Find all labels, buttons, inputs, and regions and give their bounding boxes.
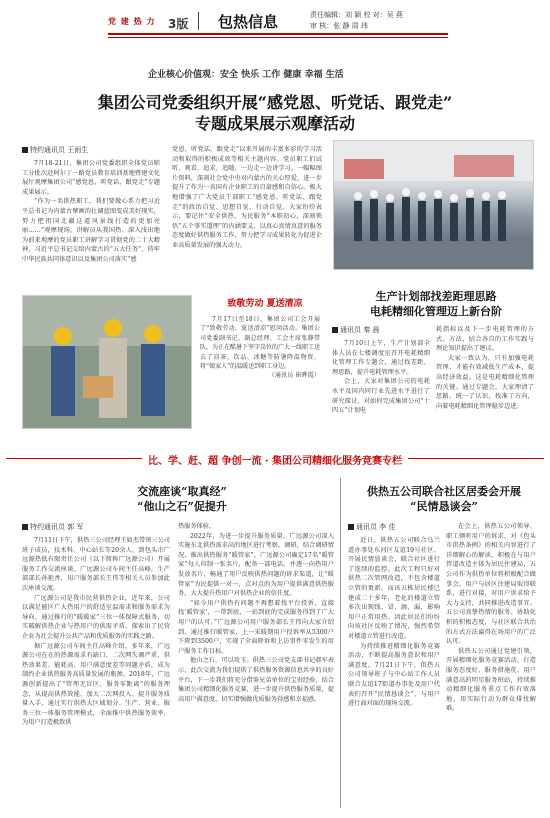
forum-para-2: 为持续推进精细化服务竞赛活动，不断提高服务意识和用户满意度。7月21日下午，供热五公司领导班子与中心站工作人员联合友谊17街道办事处及用户代表们召开“民情恳谈会”，与用户进行面对面的现场交流。 — [348, 642, 440, 708]
competition-banner — [70, 452, 480, 466]
main-para-1: 7月18-21日，集团公司党委组织全体党员职工分批次赴阿尔丁一路党员教育培训基地暨建文化展厅观摩集团公司“感党恩、听党话、跟党走”专题成果展示。 — [22, 160, 160, 196]
workers-photo — [22, 295, 192, 429]
square-bullet-icon — [22, 524, 28, 530]
production-byline: 通讯员 秦 晨 — [332, 325, 430, 335]
square-bullet-icon — [332, 327, 338, 333]
exchange-headline-line-1: 交流座谈“取真经” — [137, 485, 227, 498]
editor-line-1: 责任编辑：刘 颖 校 对：吴 燕 — [310, 11, 403, 19]
column-divider — [340, 478, 341, 808]
caption-author: （通讯员 崔晔霞） — [268, 372, 320, 380]
forum-para-4: 供热五公司通过党建引领，开展精细化服务竞赛活动，打造服务态度好、服务措施优、用户满意高的明星服务班站，持续推动精细化服务重点工作有效落地，用实际行动为群众排忧解难。 — [446, 647, 536, 713]
exchange-para-1: 7月11日下午，供热三公司经理王如杰带领三公司班子成员，技术科、中心站长等20余人，到包头市广远源热低有限责任公司（以下简称广远源公司）开展服务工作交流座谈。广远源公司车间主任高峰，生产部部长孙艳香，用户服务部长王伟等相关人员参加此次座谈交流。 — [22, 537, 170, 592]
production-para-4: 大家一致认为，只有加强电耗管理，才能有效减低生产成本，提高经济效益。这是电耗精细化管理的关键。通过专题会，大家理清了思路，统一了认识，找准了方向，向着电耗精细化管理稳步迈进。 — [436, 354, 534, 410]
production-col-1 — [332, 325, 430, 416]
production-para-1: 7月10日上午，生产计划部全体人员在七楼调度室召开电耗精细化管理工作专题会，通过找差距、理思路，提升电耗管理水平。 — [332, 340, 430, 376]
production-headline-line-1: 生产计划部找差距理思路 — [375, 290, 497, 303]
production-para-2: 会上，大家对集团公司的电耗水平及国内同行业先进水平进行了研究探讨，对如何完成集团公司“十四五”计划电 — [332, 378, 430, 415]
forum-para-1: 近日，供热五公司联合乌兰道办事处东河区友谊19号社区、开展民情恳谈会，联合社区进行了连续的监控。此次工程只好对供热二次管网改造，不包含楼道立管的更新。而该五栋居民楼已建成二十多年，老化的楼道立管多次出现线、冒、滴、漏，影响用户正常用热。因此居民们纷纷向该社区反映了情况，强烈希望对楼道立管进行改造。 — [348, 537, 440, 640]
exchange-para-4: 热服务体验。 — [178, 523, 216, 530]
exchange-col-2 — [178, 522, 334, 704]
banner-text: 比、学、赶、超 争创一流 · 集团公司精细化服务竞赛专栏 — [142, 456, 408, 467]
production-headline-line-2: 电耗精细化管理迈上新台阶 — [370, 305, 502, 318]
exchange-para-2: 广远源公司是我市民营供热企业，近年来，公司以满足能区广大热用户的舒适室温需求和服务需求为导向，通过推行的“暖暖家”三位一体保障式服务，切实破解供热企业与热用户的供需矛盾，探索出了民营企业为社会提升公共产品和优质服务的实践之路。 — [22, 594, 170, 640]
forum-col-1 — [348, 522, 440, 709]
exchange-headline — [22, 484, 342, 514]
caption-title: 致敬劳动 夏送清凉 — [227, 299, 303, 309]
main-byline: 特约通讯员 王雨生 — [22, 145, 160, 155]
exchange-byline: 特约通讯员 郭 军 — [22, 522, 170, 532]
main-para-3: 党恩、听党话、跟党走”以来开展的丰富多彩的学习活动和取得的积极成效等相关主题内容。党员职工们试听、观看、追求、追随、一边走一边讲学习。一幅幅图片资料，深刻社会党中央对内蒙古的关心厚爱，进一步提升了作为一名国有企业职工的自豪感和自信心。极大地增强了广大党员干部职工“感党恩、听党话、跟党走”的政治自觉、思想自觉、行动自觉。大家纷纷表示，要记住“安全供热，为民服务”本职初心，深刻领悟“五个事实道理”的内涵要义，以真心真情真意的服务态度做好供热服务工作，努力把学习成果转化为促进企业高质量发展的强大动力。 — [172, 146, 322, 249]
production-para-3: 耗指标以及下一步电耗管理的方式、方法，结合各自的工作实践与理论知识提出了建议。 — [436, 326, 534, 353]
forum-para-3: 在会上，供热五公司领导、职工倾听用户的诉求，对《包头市供热条例》的相关内容进行了详细解心的解读，积极在与用户管道改造主体为居民住建局，五公司作为供热单位将积极配合做事会，用户与居区住建局取得联系，进行对接，对用户诉求给予大力支持，共同推进改造事宜。五公司真挚热情的服务、协助化积的积极态度，与社区联合共治的方式方法赢得在场用户的广泛认可。 — [446, 523, 536, 646]
forum-headline-line-1: 供热五公司联合社区居委会开展 — [367, 485, 521, 498]
exhibition-photo-figures — [334, 141, 533, 269]
main-article-col-2 — [172, 145, 322, 251]
main-para-2: “作为一名供热职工，我们要做心系力把习近平总书记为内蒙古擘画的壮阔蓝图变成美好现实，努力把祖国北疆这道风景线打造的更加亮丽……”观摩现场，讲解员从我国热、深入浅出地为前来观摩的党员职工讲解学习贯彻党的二十大精神，习近平总书记交给内蒙古的“五大任务”，铸牢中华民族共同体意识以及集团公司落实“感 — [22, 198, 160, 263]
header-rule — [108, 33, 448, 35]
forum-headline-line-2: “民情恳谈会” — [410, 500, 478, 513]
workers-photo-figures — [23, 296, 191, 428]
forum-byline: 通讯员 李 佳 — [348, 522, 440, 532]
section-title: 包热信息 — [218, 13, 279, 31]
caption-text: 7月17日至18日，集团公司工会开展了“致敬劳动，夏送清凉”慰问活动。集团公司党委副书记、副总经理、工会主席张静带队，为正在酷暑下坚守岗位的广大一线职工送去了凉茶、饮品、冰糖等防暑降温物资，将“娘家人”的温暖送到职工身边。 — [200, 316, 321, 371]
square-bullet-icon — [22, 147, 28, 153]
editor-info — [310, 10, 403, 32]
exchange-para-7: 他山之石，可以攻玉。供热三公司党支部书记郝军表示，此次交流为我们提供了供热服务资源信息共享的良好平台，下一步我们将充分借鉴兄弟单位的宝贵经验，结合集团公司精细化服务竞赛，进一步提升供热服务质量，提高用户满意度，切实增强做优质服务得感和幸福感。 — [178, 657, 334, 703]
main-headline — [60, 92, 490, 134]
exchange-para-5: 2022年，为进一步提升服务质量，广远源公司深入实施东北供热需求高的地区进行考察，调研，结合调研情况，推出供热服务“暖管家”。广远源公司确定17名“暖管家”每人印制一张名片，配备一部电话，并逐一向热用户发放名片，畅通了用户反映供热问题的诉求渠道，让“暖管家”为民提供一对一，点对点的为用户提供满意供热服务，大大提升热用户对供热企业的信任度。 — [178, 532, 334, 598]
exchange-para-6: “如今用户供热有问题不再想着找平台投诉，直接找‘暖管家’，一帮到底，一站到底的完成服务得到了广大用户的认可。”广远源公司用户服务部长王伟向大家介绍到。通过推行暖管家，上一采暖期用户投诉率从5300户下降到3500户，实现了全面降诉和上访事件零发生的用户服务工作目标。 — [178, 599, 334, 655]
main-headline-line-2: 专题成果展示观摩活动 — [194, 114, 355, 133]
header-separator — [198, 12, 199, 30]
exchange-headline-line-2: “他山之石”促提升 — [137, 500, 227, 513]
main-headline-line-1: 集团公司党委组织开展“感党恩、听党话、跟党走” — [97, 93, 453, 112]
core-values-slogan: 企业核心价值观：安全 快乐 工作 健康 幸福 生活 — [148, 70, 344, 80]
editor-line-2: 审 核：张 静 周 玮 — [310, 22, 368, 30]
forum-col-2 — [446, 522, 536, 714]
exhibition-photo — [333, 140, 534, 270]
newspaper-name: 党 建 热 力 — [108, 17, 156, 26]
production-col-2 — [436, 325, 534, 411]
forum-headline — [344, 484, 544, 514]
photo-caption-box — [200, 296, 320, 381]
page-number: 3版 — [168, 17, 189, 31]
production-headline — [336, 289, 536, 319]
exchange-para-3: 据广远源公司车间主任高峰介绍，多年来，广远源公司在在的热源需求有缺口、二次网失调严重、供热效果差、能耗高、用户满意度差等问题矛盾，成为制约企业供热服务高质量发展的瓶颈。2018年，广远源创新提出了“管理无盲区、服务零距离”的服务理念，从提高供热效能、加大二次网投入、提升服务质量入手，通过实行供热大区域划分、生产、营业、服务三位一体服务管理模式，全面推中供热服务效率，为用户打造极致供 — [22, 642, 170, 727]
exchange-col-1 — [22, 522, 170, 728]
main-article-col-1 — [22, 145, 160, 265]
square-bullet-icon — [348, 524, 354, 530]
header-rule-thin — [108, 37, 448, 38]
